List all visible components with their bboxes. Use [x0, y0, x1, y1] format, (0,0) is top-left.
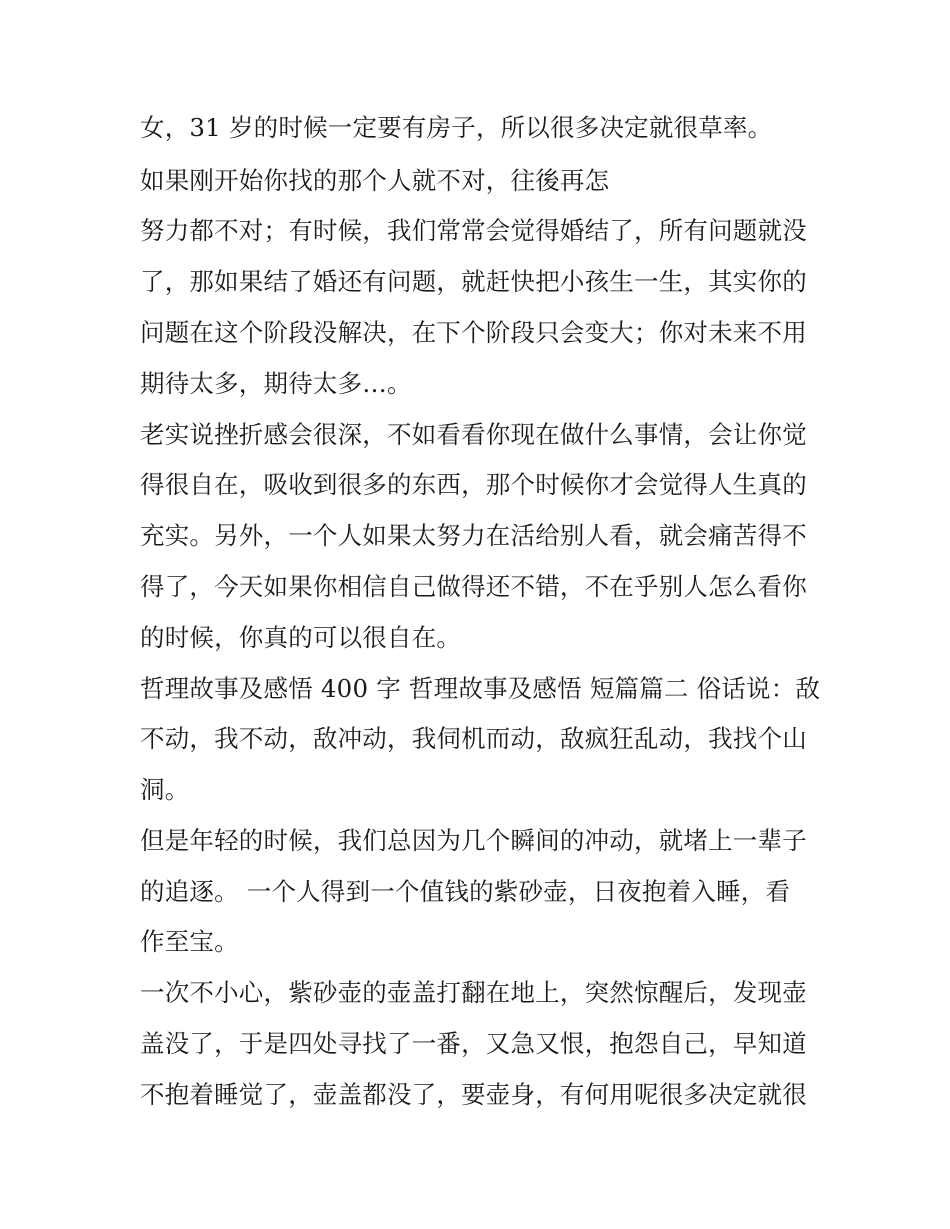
text-line: 不动，我不动，敌冲动，我伺机而动，敌疯狂乱动，我找个山 [140, 724, 807, 753]
text-line: 了，那如果结了婚还有问题，就赶快把小孩生一生，其实你的 [140, 267, 807, 296]
text-line: 期待太多，期待太多…。 [140, 369, 412, 398]
text-line: 得了，今天如果你相信自己做得还不错，不在乎别人怎么看你 [140, 572, 807, 601]
text-line: 哲理故事及感悟 400 字 哲理故事及感悟 短篇篇二 俗话说：敌 [140, 674, 821, 703]
text-line: 努力都不对；有时候，我们常常会觉得婚结了，所有问题就没 [140, 216, 807, 245]
text-line: 如果刚开始你找的那个人就不对，往後再怎 [140, 166, 610, 195]
text-line: 老实说挫折感会很深，不如看看你现在做什么事情，会让你觉 [140, 420, 807, 449]
text-line: 一次不小心，紫砂壶的壶盖打翻在地上，突然惊醒后，发现壶 [140, 978, 807, 1007]
text-line: 得很自在，吸收到很多的东西，那个时候你才会觉得人生真的 [140, 470, 807, 499]
text-line: 但是年轻的时候，我们总因为几个瞬间的冲动，就堵上一辈子 [140, 826, 807, 855]
text-line: 不抱着睡觉了，壶盖都没了，要壶身，有何用呢很多决定就很 [140, 1080, 807, 1109]
text-line: 的追逐。 一个人得到一个值钱的紫砂壶，日夜抱着入睡，看 [140, 877, 791, 906]
text-line: 的时候，你真的可以很自在。 [140, 623, 462, 652]
text-line: 盖没了，于是四处寻找了一番，又急又恨，抱怨自己，早知道 [140, 1029, 807, 1058]
text-line: 充实。另外，一个人如果太努力在活给别人看，就会痛苦得不 [140, 521, 807, 550]
text-line: 洞。 [140, 775, 190, 804]
text-line: 女，31 岁的时候一定要有房子，所以很多决定就很草率。 [140, 113, 773, 142]
text-line: 作至宝。 [140, 927, 239, 956]
text-line: 问题在这个阶段没解决，在下个阶段只会变大；你对未来不用 [140, 318, 807, 347]
